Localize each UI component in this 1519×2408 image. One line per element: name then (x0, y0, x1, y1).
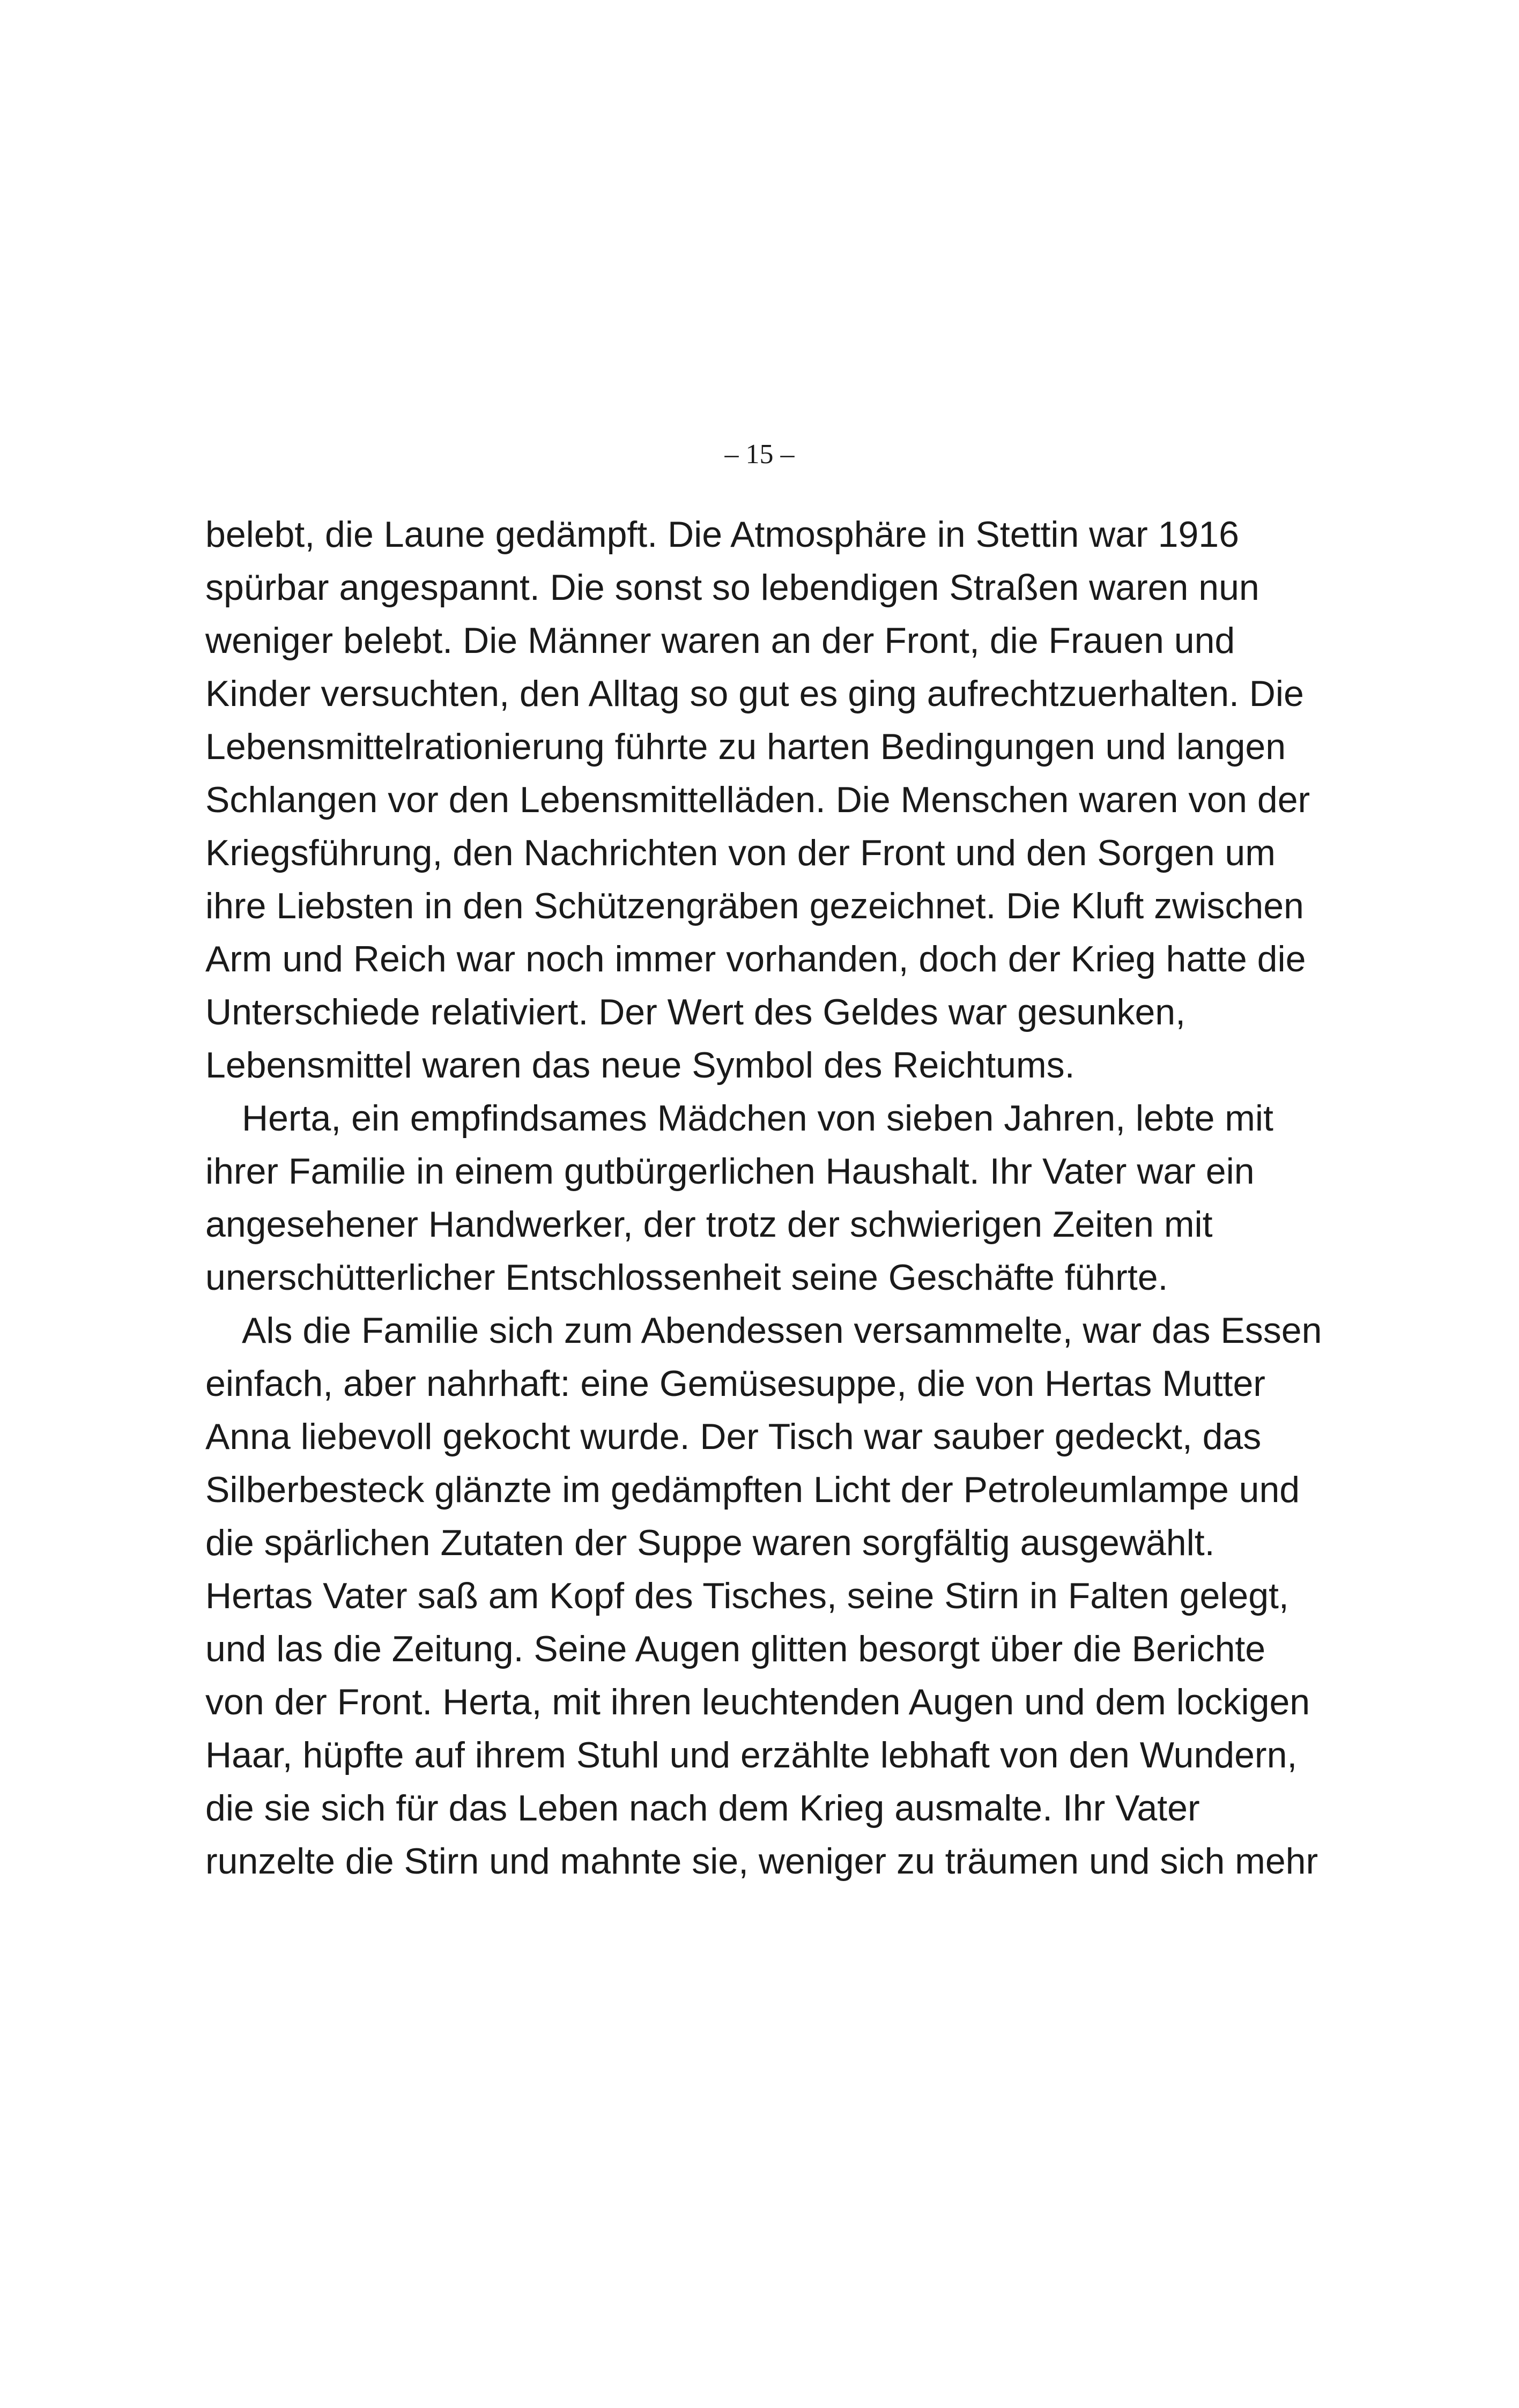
text-line: einfach, aber nahrhaft: eine Gemüsesuppe, die von Hertas Mutter (205, 1363, 1265, 1404)
text-line: Arm und Reich war noch immer vorhanden, doch der Krieg hatte die (205, 939, 1306, 979)
text-line: unerschütterlicher Entschlossenheit seine Geschäfte führte. (205, 1257, 1168, 1298)
text-line: spürbar angespannt. Die sonst so lebendigen Straßen waren nun (205, 567, 1259, 608)
text-line: von der Front. Herta, mit ihren leuchtenden Augen und dem lockigen (205, 1682, 1310, 1722)
page-number: – 15 – (724, 439, 795, 470)
text-line: Lebensmittelrationierung führte zu harten Bedingungen und langen (205, 726, 1286, 767)
body-text (205, 508, 1347, 1888)
text-line: weniger belebt. Die Männer waren an der Front, die Frauen und (205, 620, 1235, 661)
text-line: ihrer Familie in einem gutbürgerlichen Haushalt. Ihr Vater war ein (205, 1151, 1255, 1192)
text-line: Silberbesteck glänzte im gedämpften Licht der Petroleumlampe und (205, 1469, 1300, 1510)
text-line: Lebensmittel waren das neue Symbol des Reichtums. (205, 1045, 1075, 1086)
text-line: Kriegsführung, den Nachrichten von der Front und den Sorgen um (205, 833, 1276, 873)
text-line: die sie sich für das Leben nach dem Krieg ausmalte. Ihr Vater (205, 1788, 1200, 1829)
text-line: angesehener Handwerker, der trotz der schwierigen Zeiten mit (205, 1204, 1213, 1245)
text-line: Schlangen vor den Lebensmittelläden. Die Menschen waren von der (205, 779, 1310, 820)
text-line: Herta, ein empfindsames Mädchen von sieben Jahren, lebte mit (242, 1098, 1273, 1139)
text-line: ihre Liebsten in den Schützengräben gezeichnet. Die Kluft zwischen (205, 886, 1304, 926)
text-line: Haar, hüpfte auf ihrem Stuhl und erzählte lebhaft von den Wundern, (205, 1735, 1298, 1775)
text-line: Anna liebevoll gekocht wurde. Der Tisch war sauber gedeckt, das (205, 1416, 1262, 1457)
text-line: runzelte die Stirn und mahnte sie, weniger zu träumen und sich mehr (205, 1841, 1318, 1882)
text-line: Kinder versuchten, den Alltag so gut es ging aufrechtzuerhalten. Die (205, 673, 1304, 714)
text-line: und las die Zeitung. Seine Augen glitten besorgt über die Berichte (205, 1629, 1266, 1669)
text-line: belebt, die Laune gedämpft. Die Atmosphäre in Stettin war 1916 (205, 514, 1239, 555)
text-line: die spärlichen Zutaten der Suppe waren sorgfältig ausgewählt. (205, 1522, 1215, 1563)
text-line: Als die Familie sich zum Abendessen versammelte, war das Essen (242, 1310, 1322, 1351)
text-line: Hertas Vater saß am Kopf des Tisches, seine Stirn in Falten gelegt, (205, 1575, 1289, 1616)
text-line: Unterschiede relativiert. Der Wert des Geldes war gesunken, (205, 992, 1185, 1032)
